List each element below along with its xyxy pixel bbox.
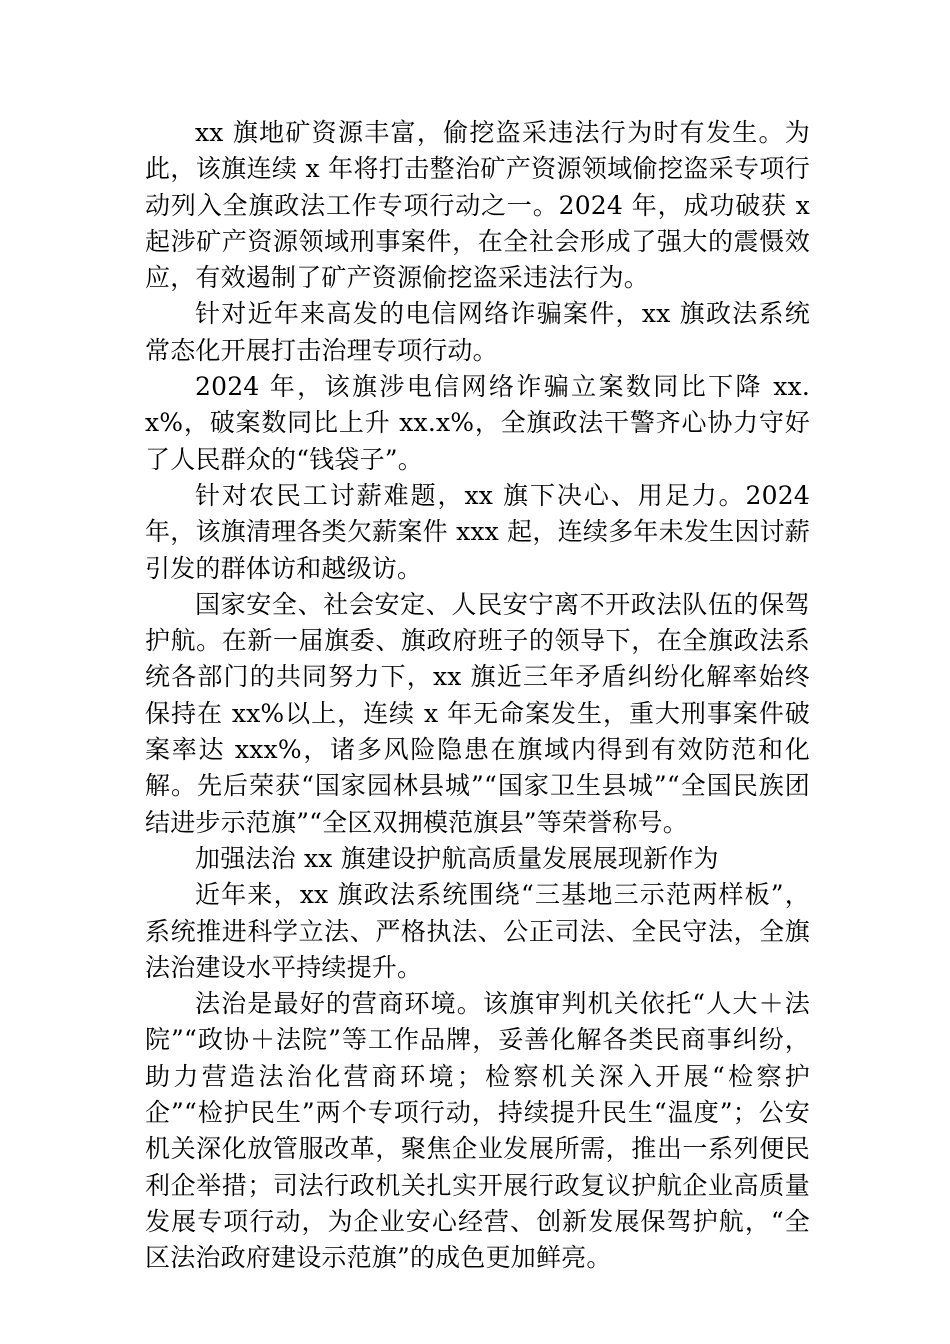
paragraph-telecom-fraud-intro: 针对近年来高发的电信网络诈骗案件，xx 旗政法系统常态化开展打击治理专项行动。	[145, 299, 810, 365]
paragraph-public-security: 国家安全、社会安定、人民安宁离不开政法队伍的保驾护航。在新一届旗委、旗政府班子的领导下，在全旗政法系统各部门的共同努力下，xx 旗近三年矛盾纠纷化解率始终保持在 xx%以上，连续 x 年无命案发生，重大刑事案件破案率达 xxx%，诸多风险隐患在旗域内得到有效防范和化解。先后荣获“国家园林县城”“国家卫生县城”“全国民族团结进步示范旗”“全区双拥模范旗县”等荣誉称号。	[145, 589, 810, 837]
paragraph-wage-arrears: 针对农民工讨薪难题，xx 旗下决心、用足力。2024 年，该旗清理各类欠薪案件 xxx 起，连续多年未发生因讨薪引发的群体访和越级访。	[145, 480, 810, 583]
paragraph-telecom-fraud-stats: 2024 年，该旗涉电信网络诈骗立案数同比下降 xx.x%，破案数同比上升 xx.x%，全旗政法干警齐心协力守好了人民群众的“钱袋子”。	[145, 372, 810, 474]
paragraph-business-environment: 法治是最好的营商环境。该旗审判机关依托“人大＋法院”“政协＋法院”等工作品牌，妥善化解各类民商事纠纷，助力营造法治化营商环境；检察机关深入开展“检察护企”“检护民生”两个专项行动，持续提升民生“温度”；公安机关深化放管服改革，聚焦企业发展所需，推出一系列便民利企举措；司法行政机关扎实开展行政复议护航企业高质量发展专项行动，为企业安心经营、创新发展保驾护航，“全区法治政府建设示范旗”的成色更加鲜亮。	[145, 989, 810, 1273]
section-heading-rule-of-law: 加强法治 xx 旗建设护航高质量发展展现新作为	[195, 843, 719, 873]
paragraph-mineral-resources: xx 旗地矿资源丰富，偷挖盗采违法行为时有发生。为此，该旗连续 x 年将打击整治矿产资源领域偷挖盗采专项行动列入全旗政法工作专项行动之一。2024 年，成功破获 x 起涉矿产资源领域刑事案件，在全社会形成了强大的震慑效应，有效遏制了矿产资源偷挖盗采违法行为。	[145, 118, 810, 293]
paragraph-rule-of-law-progress: 近年来，xx 旗政法系统围绕“三基地三示范两样板”，系统推进科学立法、严格执法、公正司法、全民守法，全旗法治建设水平持续提升。	[145, 880, 810, 982]
document-body	[145, 115, 810, 1277]
